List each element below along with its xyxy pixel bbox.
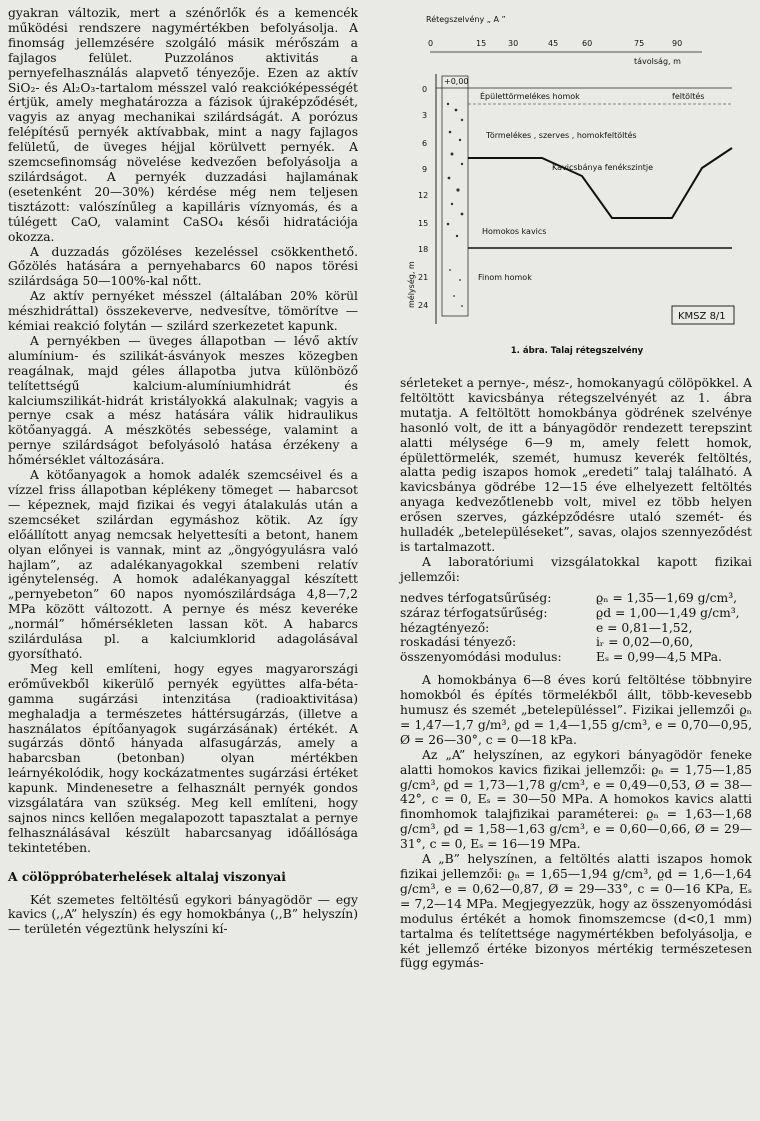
property-value: iᵣ = 0,02—0,60, [596,635,694,650]
body-paragraph: sérleteket a pernye-, mész-, homokanyagú cölöpökkel. A feltöltött kavicsbánya rétegszelvényét az 1. ábra mutatja. A feltöltött homokbánya gödrének szelvénye hasonló volt, de itt a bányagödör rendezett terepszint alatti mélysége 6—9 m, amely felett homok, épülettörmelék, szemét, humusz keverék feltöltés, alatta pedig iszapos homok „eredeti” talaj található. A kavicsbánya gödrébe 12—15 éve elhelyezett feltöltés anyaga kedvezőtlenebb volt, mivel ez több helyen erősen szerves, gázképződésre utaló szemét- és hulladék „betelepüléseket”, savas, olajos szennyeződést is tartalmazott. [400,376,752,554]
figure-title: Rétegszelvény „ A ” [426,15,506,24]
layer-label: feltöltés [672,92,705,101]
property-value: ϱd = 1,00—1,49 g/cm³, [596,605,740,620]
depth-tick: 0 [422,85,428,94]
body-paragraph: A homokbánya 6—8 éves korú feltöltése többnyire homokból és építés törmelékből állt, több-kevesebb humusz és szemét „betelepüléssel”. Fizikai jellemzői ϱₙ = 1,47—1,7 g/m³, ϱd = 1,4—1,55 g/cm³, e = 0,70—0,95, Ø = 26—30°, c = 0—18 kPa. [400,673,752,747]
body-paragraph: A duzzadás gőzöléses kezeléssel csökkenthető. Gőzölés hatására a pernyehabarcs 60 napos törési szilárdsága 50—100%-kal nőtt. [8,244,358,289]
body-paragraph: A pernyékben — üveges állapotban — lévő aktív alumínium- és szilikát-ásványok meszes közegben reagálnak, majd géles állapotba jutva különböző telítettségű kalcium-alumíniumhidrát és kalciumszilikát-hidrát kristályokká alakulnak; vagyis a pernye csak a mész hatására válik hidraulikus kötőanyaggá. A mészkötés sebessége, valamint a pernye szilárdságot befolyásoló hatása érzékeny a hőmérséklet változására. [8,333,358,468]
distance-tick: 0 [428,39,434,48]
depth-tick: 15 [418,219,429,228]
depth-tick: 12 [418,191,429,200]
level-label: +0,00 [444,77,469,86]
body-paragraph: A laboratóriumi vizsgálatokkal kapott fizikai jellemzői: [400,554,752,584]
distance-tick: 30 [508,39,519,48]
property-name: összenyomódási modulus: [400,650,562,665]
pit-bottom-line [468,148,732,218]
depth-tick: 21 [418,273,429,282]
property-row [400,591,752,606]
soil-profile-drawing [402,8,752,348]
property-value: ϱₙ = 1,35—1,69 g/cm³, [596,590,738,605]
property-value: e = 0,81—1,52, [596,620,693,635]
soil-profile-figure [402,8,752,362]
body-paragraph: A „B” helyszínen, a feltöltés alatti iszapos homok fizikai jellemzői: ϱₙ = 1,65—1,94 g/cm³, ϱd = 1,6—1,64 g/cm³, e = 0,62—0,87, Ø = 29—33°, c = 0—16 KPa, Eₛ = 7,2—14 MPa. Megjegyezzük, hogy az összenyomódási modulus értékét a homok finomszemcse (d<0,1 mm) tartalma és telítettsége nagymértékben befolyásolja, e két jellemző értéke bizonyos mértékig természetesen függ egymás- [400,852,752,971]
property-row [400,621,752,636]
depth-tick: 18 [418,245,429,254]
layer-label: Kavicsbánya fenékszintje [552,163,654,172]
distance-tick: 15 [476,39,487,48]
distance-tick: 75 [634,39,645,48]
layer-label: Finom homok [478,273,532,282]
layer-label: Épülettörmelékes homok [480,92,580,101]
property-name: száraz térfogatsűrűség: [400,605,548,620]
body-paragraph: gyakran változik, mert a szénőrlők és a kemencék működési rendszere nagymértékben befolyásolja. A finomság jellemzésére szolgáló másik mérőszám a fajlagos felület. Puzzolános aktivitás a pernyefelhasználás alapvető tényezője. Ezen az aktív SiO₂- és Al₂O₃-tartalom mésszel való reakcióképességét értjük, amely meghatározza a fázisok újraképződését, vagyis az anyag mechanikai szilárdságát. A porózus felépítésű pernyék aktívabbak, mint a nagy fajlagos felületű, de üveges héjjal körülvett pernyék. A szemcsefinomság növelése kedvezően befolyásolja a szilárdságot. A pernyék duzzadási hajlamának (esetenként 20—30%) kérdése még nem teljesen tisztázott: valószínűleg a kapilláris víznyomás, és a túlégett CaO, valamint CaSO₄ késői hidratációja okozza. [8,6,358,244]
property-name: hézagtényező: [400,620,490,635]
distance-tick: 45 [548,39,559,48]
body-paragraph: Az aktív pernyéket mésszel (általában 20% körül mészhidráttal) összekeverve, nedvesítve, tömörítve — kémiai reakció folytán — szilárd szerkezetet kapunk. [8,289,358,334]
body-paragraph: A kötőanyagok a homok adalék szemcséivel és a vízzel friss állapotban képlékeny tömeget — habarcsot — képeznek, majd fizikai és vegyi átalakulás után a szemcséket szilárdan egymáshoz kötik. Az így előállított anyag nemcsak helyettesíti a betont, hanem olyan előnyei is vannak, mint az „öngyógyulásra való hajlam”, az adalékanyagokkal szembeni relatív igénytelenség. A homok adalékanyaggal készített „pernyebeton” 60 napos nyomószilárdsága 4,8—7,2 MPa között változott. A pernye és mész keveréke „normál” hőmérsékleten lassan köt. A habarcs szilárdulása pl. a kalciumklorid adagolásával gyorsítható. [8,468,358,661]
depth-label: mélység, m [407,261,416,308]
depth-axis [406,74,436,324]
body-paragraph: Meg kell említeni, hogy egyes magyarországi erőművekből kikerülő pernyék együttes alfa-béta-gamma sugárzási intenzitása (radioaktivitása) meghaladja a természetes háttérsugárzás, (illetve a használatos építőanyagok sugárzásának) értékét. A sugárzás döntő hányada alfasugárzás, amely a habarcsban (betonban) olyan mértékben leárnyékolódik, hogy kockázatmentes sugárzási értéket kapunk. Mindenesetre a felhasznált pernyék gondos vizsgálatára van szükség. Meg kell említeni, hogy sajnos nincs kellően megalapozott tapasztalat a pernye felhasználásával készült habarcsanyag időállósága tekintetében. [8,661,358,855]
property-table [400,591,752,666]
stamp-label: KMSZ 8/1 [678,311,726,322]
property-row [400,650,752,665]
property-name: nedves térfogatsűrűség: [400,590,552,605]
depth-tick: 24 [418,301,429,310]
depth-tick: 9 [422,165,428,174]
distance-tick: 90 [672,39,683,48]
property-row [400,635,752,650]
left-column [8,6,358,937]
distance-tick: 60 [582,39,593,48]
property-name: roskadási tényező: [400,635,517,650]
distance-axis [428,39,702,66]
depth-tick: 6 [422,139,428,148]
right-column [400,376,752,971]
section-heading: A cölöppróbaterhelések altalaj viszonyai [8,868,286,884]
layer-label: Homokos kavics [482,227,547,236]
figure-caption: 1. ábra. Talaj rétegszelvény [510,346,644,356]
borehole-column [442,76,468,316]
body-paragraph: Az „A” helyszínen, az egykori bányagödör feneke alatti homokos kavics fizikai jellemzői: ϱₙ = 1,75—1,85 g/cm³, ϱd = 1,73—1,78 g/cm³, e = 0,49—0,53, Ø = 38—42°, c = 0, Eₛ = 30—50 MPa. A homokos kavics alatti finomhomok talajfizikai paraméterei: ϱₙ = 1,63—1,68 g/cm³, ϱd = 1,58—1,63 g/cm³, e = 0,60—0,66, Ø = 29—31°, c = 0, Eₛ = 16—19 MPa. [400,747,752,852]
distance-label: távolság, m [634,57,681,66]
property-value: Eₛ = 0,99—4,5 MPa. [596,650,722,665]
body-paragraph: Két szemetes feltöltésű egykori bányagödör — egy kavics (,,A” helyszín) és egy homokbánya (,,B” helyszín) — területén végeztünk helyszíni kí- [8,892,358,937]
property-row [400,606,752,621]
depth-tick: 3 [422,111,428,120]
layer-label: Törmelékes , szerves , homokfeltöltés [486,131,637,140]
